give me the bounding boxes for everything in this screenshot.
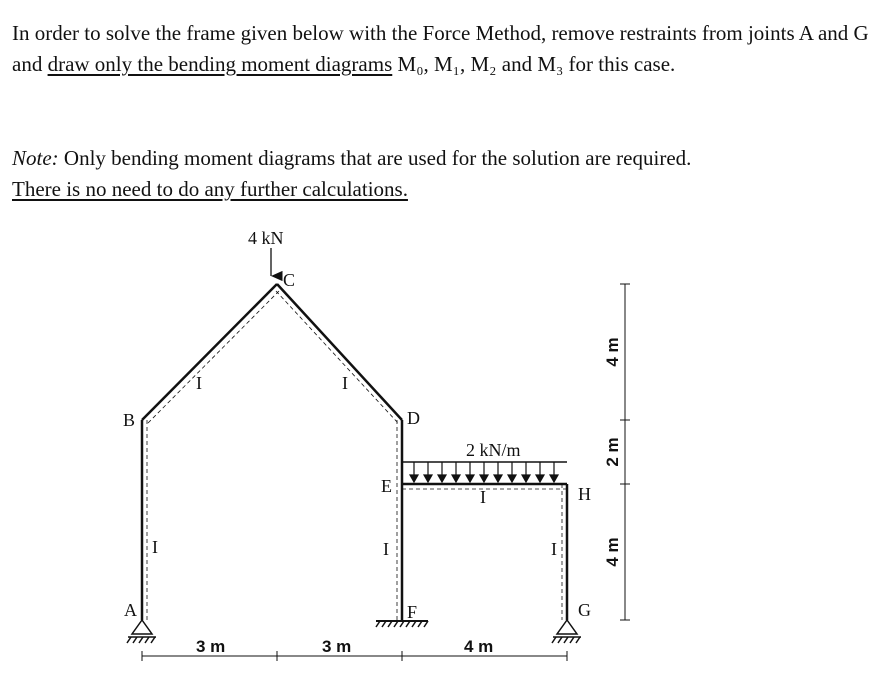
inertia-label-ef: I bbox=[383, 539, 389, 559]
inertia-label-ab: I bbox=[152, 537, 158, 557]
member-df bbox=[397, 420, 402, 620]
dim-vertical-mid: 2 m bbox=[603, 437, 622, 467]
joint-c-label: C bbox=[283, 270, 296, 290]
joint-e-label: E bbox=[381, 476, 392, 496]
joint-a-label: A bbox=[124, 600, 137, 620]
distributed-load-label: 2 kN/m bbox=[466, 440, 521, 460]
underlined-instruction: draw only the bending moment diagrams bbox=[47, 52, 393, 76]
joint-g-label: G bbox=[578, 600, 591, 620]
support-f-fixed bbox=[376, 621, 428, 627]
joint-d-label: D bbox=[407, 408, 420, 428]
inertia-label-bc: I bbox=[196, 373, 202, 393]
inertia-label-hg: I bbox=[551, 539, 557, 559]
note-line-2: There is no need to do any further calculations. bbox=[12, 177, 408, 201]
dim-c-d: 3 m bbox=[322, 637, 352, 656]
point-load-label: 4 kN bbox=[248, 228, 284, 248]
note-label: Note: bbox=[12, 146, 59, 170]
support-g-pin bbox=[552, 620, 581, 643]
joint-f-label: F bbox=[407, 602, 418, 622]
member-bc bbox=[142, 284, 279, 423]
joint-h-label: H bbox=[578, 484, 591, 504]
dim-ab-c: 3 m bbox=[196, 637, 226, 656]
distributed-load bbox=[402, 462, 567, 482]
member-cd bbox=[276, 284, 402, 423]
note-text: Note: Only bending moment diagrams that are used for the solution are required. There is no need to do any further calculations. bbox=[12, 146, 692, 201]
member-hg bbox=[562, 484, 567, 620]
joint-b-label: B bbox=[123, 410, 136, 430]
dim-d-g: 4 m bbox=[464, 637, 494, 656]
dim-vertical-bottom: 4 m bbox=[603, 537, 622, 567]
member-ab bbox=[142, 420, 147, 620]
inertia-label-eh: I bbox=[480, 487, 486, 507]
dim-vertical-top: 4 m bbox=[603, 337, 622, 367]
support-a-pin bbox=[127, 620, 156, 643]
inertia-label-cd: I bbox=[342, 373, 348, 393]
question-text: In order to solve the frame given below with the Force Method, remove restraints from joints A and G and draw only the bending moment diagrams M₀, M₁, M₂ and M₃ for this case. bbox=[12, 21, 869, 76]
